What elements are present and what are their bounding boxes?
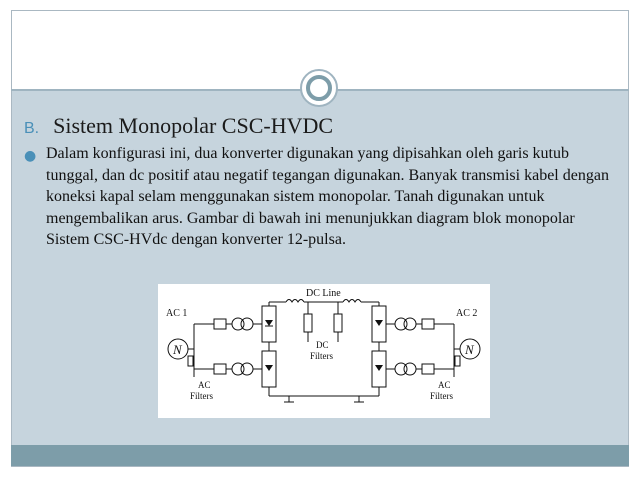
transformer-right-top-b-icon xyxy=(404,318,416,330)
ac-filters-left-label-line1: AC xyxy=(198,380,211,390)
bullet-icon: ● xyxy=(24,148,37,164)
source-symbol-left: N xyxy=(173,342,182,357)
bullet-item xyxy=(24,143,609,251)
breaker-right-bottom-icon xyxy=(422,364,434,374)
transformer-left-top-b-icon xyxy=(241,318,253,330)
smoothing-reactor-left-icon xyxy=(286,300,304,303)
monopolar-block-diagram xyxy=(158,284,490,418)
slide-title xyxy=(24,113,333,139)
ac-filter-left-icon xyxy=(188,356,193,366)
dc-filters-label-line1: DC xyxy=(316,340,329,350)
dc-filter-right-icon xyxy=(334,314,342,332)
ac-filter-right-icon xyxy=(455,356,460,366)
transformer-left-bottom-b-icon xyxy=(241,363,253,375)
heading-marker: B. xyxy=(24,120,40,137)
breaker-right-top-icon xyxy=(422,319,434,329)
ac2-label: AC 2 xyxy=(456,308,478,319)
bullet-text: Dalam konfigurasi ini, dua konverter digunakan yang dipisahkan oleh garis kutub tunggal, dan dc positif atau negatif tegangan digunakan. Banyak transmisi kabel dengan koneksi kapal selam menggunakan sistem monopolar. Tanah digunakan untuk mengembalikan arus. Gambar di bawah ini menunjukkan diagram blok monopolar Sistem CSC-HVdc dengan konverter 12-pulsa. xyxy=(46,145,609,248)
dc-line-label: DC Line xyxy=(306,288,341,299)
ac1-label: AC 1 xyxy=(166,308,188,319)
dc-filters-label-line2: Filters xyxy=(310,351,334,361)
ac-filters-right-label-line2: Filters xyxy=(430,391,454,401)
footer-band xyxy=(11,445,629,466)
smoothing-reactor-right-icon xyxy=(343,300,361,303)
breaker-left-top-icon xyxy=(214,319,226,329)
source-symbol-right: N xyxy=(465,342,474,357)
circle-ornament-icon xyxy=(300,69,338,107)
breaker-left-bottom-icon xyxy=(214,364,226,374)
ac-filters-left-label-line2: Filters xyxy=(190,391,214,401)
dc-filter-left-icon xyxy=(304,314,312,332)
transformer-right-bottom-b-icon xyxy=(404,363,416,375)
heading-text: Sistem Monopolar CSC-HVDC xyxy=(53,113,334,138)
ac-filters-right-label-line1: AC xyxy=(438,380,451,390)
